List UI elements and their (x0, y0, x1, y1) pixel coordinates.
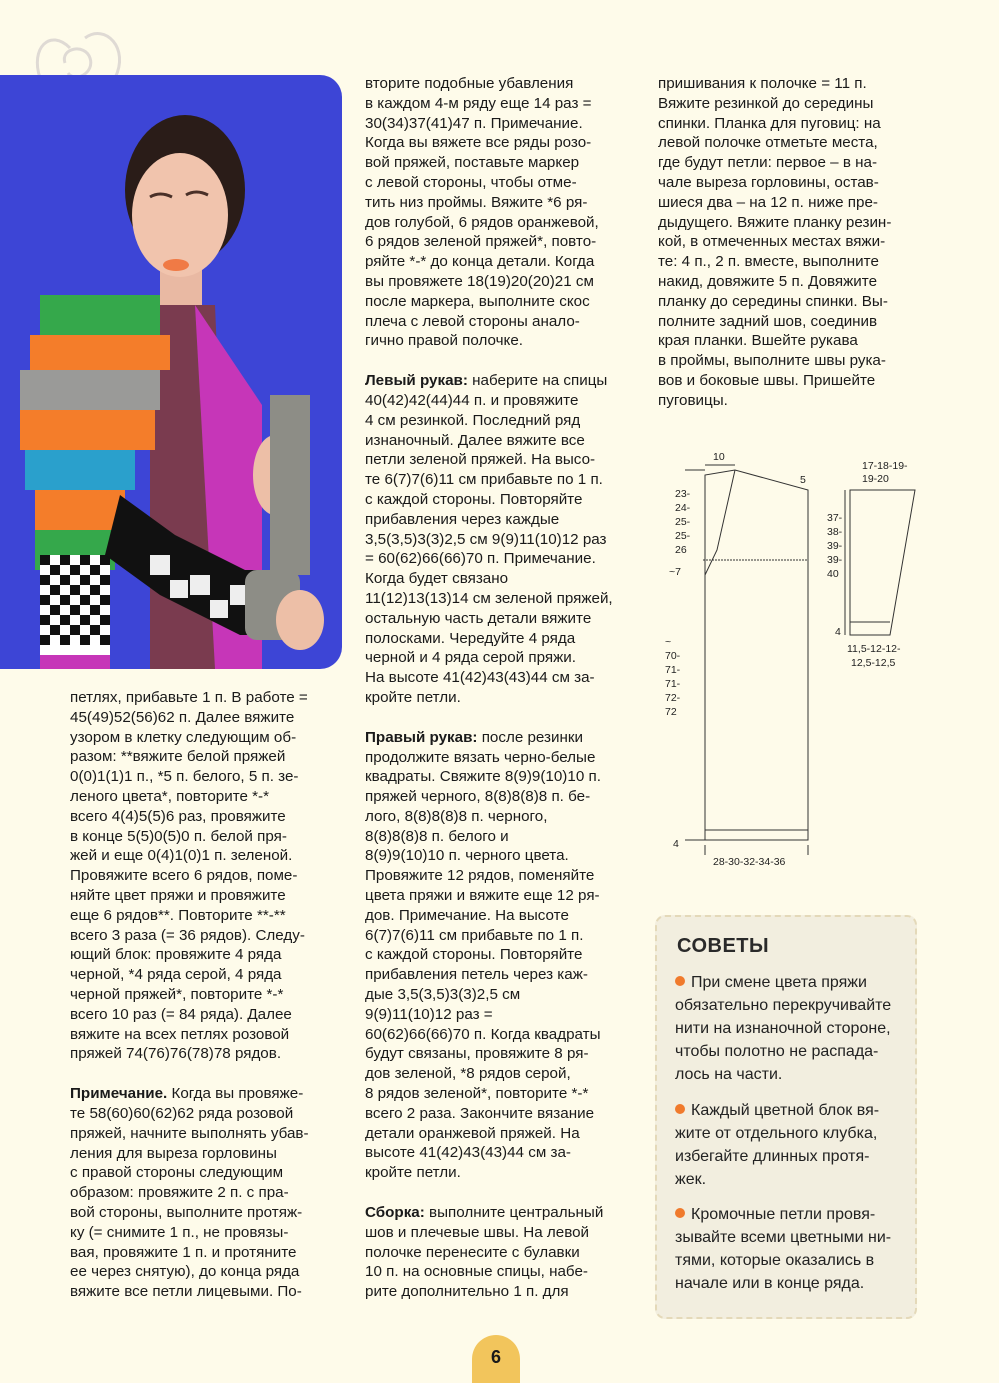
tip-line: начале или в конце ряда. (675, 1275, 865, 1292)
text-line: кройте петли. (365, 688, 461, 706)
text-line: шиеся два – на 12 п. ниже пре- (658, 193, 878, 211)
text-line: дые 3,5(3,5)3(3)2,5 см (365, 986, 521, 1004)
tip-line: Кромочные петли провя- (691, 1206, 876, 1223)
text-line: всего 2 раза. Закончите вязание (365, 1104, 595, 1122)
text-line: черной и 4 ряда серой пряжи. (365, 649, 576, 667)
tips-title: СОВЕТЫ (677, 935, 770, 957)
text-line: дов голубой, 6 рядов оранжевой, (365, 213, 599, 231)
text-line: дыдущего. Вяжите планку резин- (658, 213, 892, 231)
tip-line: избегайте длинных протя- (675, 1148, 870, 1165)
dim-sleeve-rib: 4 (835, 626, 841, 638)
text-line: прибавления петель через каж- (365, 966, 588, 984)
text-line: накид, довяжите 5 п. Довяжите (658, 272, 878, 290)
dim-neck: ~7 (669, 566, 681, 578)
text-line: в каждом 4-м ряду еще 14 раз = (365, 94, 592, 112)
tip-item (675, 1099, 907, 1191)
dim-length: 71- (665, 678, 681, 690)
text-line: изнаночный. Далее вяжите все (365, 431, 585, 449)
text-line: остальную часть детали вяжите (365, 609, 592, 627)
text-line: 30(34)37(41)47 п. Примечание. (365, 114, 583, 132)
text-line: жей и еще 0(4)1(0)1 п. зеленой. (70, 847, 293, 865)
model-illustration (0, 75, 342, 669)
text-line: кройте петли. (365, 1164, 461, 1182)
dim-sleeve-bottom: 12,5-12,5 (851, 657, 896, 669)
text-line: 11(12)13(13)14 см зеленой пряжей, (365, 589, 613, 607)
text-line: всего 4(4)5(5)6 раз, провяжите (70, 807, 286, 825)
text-line: черной пряжей*, повторите *-* (70, 985, 284, 1003)
text-line: На высоте 41(42)43(43)44 см за- (365, 669, 595, 687)
text-line: после маркера, выполните скос (365, 292, 590, 310)
dim-armhole: 26 (675, 544, 687, 556)
text-line: Когда вы провяже- (167, 1085, 304, 1103)
dim-length: 72- (665, 692, 681, 704)
text-line: 6(7)7(6)11 см прибавьте по 1 п. (365, 926, 584, 944)
text-line: с каждой стороны. Повторяйте (365, 946, 583, 964)
text-line: вой стороны, выполните протяж- (70, 1203, 303, 1221)
text-line: дов зеленой, *8 рядов серой, (365, 1065, 571, 1083)
tip-item (675, 971, 907, 1086)
dim-sleeve-length: 37- (827, 512, 843, 524)
tip-line: нити на изнаночной стороне, (675, 1020, 891, 1037)
text-line: края планки. Вшейте рукава (658, 332, 858, 350)
text-line: узором в клетку следующим об- (70, 728, 297, 746)
text-line: вы провяжете 18(19)20(20)21 см (365, 272, 594, 290)
dim-sleeve-length: 39- (827, 540, 843, 552)
text-line: 8(9)9(10)10 п. черного цвета. (365, 847, 569, 865)
bullet-dot-icon (675, 976, 685, 986)
text-line: детали оранжевой пряжей. На (365, 1124, 580, 1142)
text-line: Провяжите 12 рядов, поменяйте (365, 867, 595, 885)
right-sleeve-heading: Правый рукав: (365, 728, 478, 746)
tip-line: обязательно перекручивайте (675, 997, 892, 1014)
text-line: петли зеленой пряжей. На высо- (365, 451, 596, 469)
note-heading: Примечание. (70, 1085, 168, 1103)
assembly-heading: Сборка: (365, 1204, 425, 1222)
text-line: ления для выреза горловины (70, 1144, 277, 1162)
text-line: 40(42)42(44)44 п. и провяжите (365, 391, 579, 409)
text-line: будут связаны, провяжите 8 ря- (365, 1045, 589, 1063)
dim-shoulder: 5 (800, 474, 806, 486)
dim-sleeve-length: 39- (827, 554, 843, 566)
column1-note (70, 1084, 345, 1302)
text-line: с каждой стороны. Повторяйте (365, 490, 583, 508)
text-line: кой, в отмеченных местах вяжи- (658, 233, 886, 251)
text-line: левой полочке отметьте места, (658, 134, 878, 152)
page-number: 6 (472, 1335, 520, 1383)
tip-line: жек. (675, 1171, 707, 1188)
tip-line: чтобы полотно не распада- (675, 1043, 879, 1060)
text-line: разом: **вяжите белой пряжей (70, 748, 286, 766)
text-line: те 58(60)60(62)62 ряда розовой (70, 1104, 294, 1122)
dim-rib: 4 (673, 838, 679, 850)
text-line: пряжей, начните выполнять убав- (70, 1124, 309, 1142)
text-line: 3,5(3,5)3(3)2,5 см 9(9)11(10)12 раз (365, 530, 607, 548)
text-column-3 (658, 74, 928, 411)
text-line: полосками. Чередуйте 4 ряда (365, 629, 576, 647)
text-line: вяжите на всех петлях розовой (70, 1025, 290, 1043)
dim-length: ~ (665, 636, 672, 648)
text-line: продолжите вязать черно-белые (365, 748, 596, 766)
dim-length: 70- (665, 650, 681, 662)
column1-body (70, 688, 345, 1064)
tips-box (655, 915, 917, 1319)
dim-sleeve-bottom: 11,5-12-12- (847, 643, 901, 655)
text-line: планку до середины спинки. Вы- (658, 292, 888, 310)
bullet-dot-icon (675, 1208, 685, 1218)
tip-line: зывайте всеми цветными ни- (675, 1229, 892, 1246)
text-line: после резинки (477, 728, 584, 746)
text-line: пряжей черного, 8(8)8(8)8 п. бе- (365, 788, 591, 806)
text-line: 4 см резинкой. Последний ряд (365, 411, 581, 429)
text-line: рите дополнительно 1 п. для (365, 1283, 569, 1301)
text-line: прибавления через каждые (365, 510, 560, 528)
text-line: пришивания к полочке = 11 п. (658, 75, 867, 92)
text-line: пряжей 74(76)76(78)78 рядов. (70, 1045, 282, 1063)
bullet-dot-icon (675, 1104, 685, 1114)
text-line: пуговицы. (658, 391, 728, 409)
dim-armhole: 24- (675, 502, 691, 514)
dim-sleeve-top: 19-20 (862, 473, 889, 485)
text-line: вой пряжей, поставьте маркер (365, 154, 580, 172)
text-line: в конце 5(5)0(5)0 п. белой пря- (70, 827, 287, 845)
text-line: чале выреза горловины, остав- (658, 173, 879, 191)
tip-line: При смене цвета пряжи (691, 974, 867, 991)
dim-top: 10 (713, 451, 725, 463)
sleeve-outline (850, 490, 915, 635)
tip-item (675, 1203, 907, 1295)
left-sleeve-section (365, 371, 640, 708)
text-line: няйте цвет пряжи и провяжите (70, 886, 286, 904)
text-line: высоте 41(42)43(43)44 см за- (365, 1144, 571, 1162)
text-line: в проймы, выполните швы рука- (658, 352, 886, 370)
text-line: вов и боковые швы. Пришейте (658, 371, 876, 389)
text-line: ее через снятую), до конца ряда (70, 1263, 300, 1281)
model-photo (0, 75, 342, 669)
text-line: те: 4 п., 2 п. вместе, выполните (658, 253, 879, 271)
text-line: 10 п. на основные спицы, набе- (365, 1263, 588, 1281)
text-line: с правой стороны следующим (70, 1164, 284, 1182)
text-line: вая, провяжите 1 п. и протяните (70, 1243, 297, 1261)
text-line: образом: провяжите 2 п. с пра- (70, 1184, 289, 1202)
text-line: всего 10 раз (= 84 ряда). Далее (70, 1005, 292, 1023)
text-line: тить низ проймы. Вяжите *6 ря- (365, 193, 588, 211)
text-line: выполните центральный (424, 1204, 604, 1222)
text-line: спинки. Планка для пуговиц: на (658, 114, 881, 132)
text-line: полочке перенесите с булавки (365, 1243, 580, 1261)
text-line: те 6(7)7(6)11 см прибавьте по 1 п. (365, 471, 603, 489)
text-line: 9(9)11(10)12 раз = (365, 1005, 493, 1023)
dim-sleeve-top: 17-18-19- (862, 460, 908, 472)
text-line: петлях, прибавьте 1 п. В работе = (70, 689, 308, 706)
text-line: = 60(62)66(66)70 п. Примечание. (365, 550, 596, 568)
text-line: вторите подобные убавления (365, 75, 574, 92)
text-line: всего 3 раза (= 36 рядов). Следу- (70, 926, 305, 944)
text-line: дов. Примечание. На высоте (365, 906, 569, 924)
text-line: 8 рядов зеленой*, повторите *-* (365, 1085, 589, 1103)
text-line: наберите на спицы (467, 372, 608, 390)
dim-width: 28-30-32-34-36 (713, 856, 786, 868)
dim-sleeve-length: 38- (827, 526, 843, 538)
text-line: с левой стороны, чтобы отме- (365, 173, 577, 191)
text-line: Когда вы вяжете все ряды розо- (365, 134, 592, 152)
text-line: лого, 8(8)8(8)8 п. черного, (365, 807, 548, 825)
body-outline (705, 470, 808, 840)
column2-top (365, 74, 640, 351)
dim-armhole: 25- (675, 530, 691, 542)
dim-length: 72 (665, 706, 677, 718)
text-line: вяжите все петли лицевыми. По- (70, 1283, 302, 1301)
text-line: ку (= снимите 1 п., не провязы- (70, 1223, 289, 1241)
text-line: плеча с левой стороны анало- (365, 312, 580, 330)
text-line: 45(49)52(56)62 п. Далее вяжите (70, 708, 295, 726)
tip-line: лось на части. (675, 1066, 783, 1083)
text-line: гично правой полочке. (365, 332, 524, 350)
text-line: ющий блок: провяжите 4 ряда (70, 946, 282, 964)
text-column-2 (365, 74, 640, 1302)
text-line: 8(8)8(8)8 п. белого и (365, 827, 509, 845)
tip-line: жите от отдельного клубка, (675, 1125, 878, 1142)
assembly-section (365, 1203, 640, 1302)
text-line: еще 6 рядов**. Повторите **-** (70, 906, 286, 924)
text-line: где будут петли: первое – в на- (658, 154, 878, 172)
dim-armhole: 23- (675, 488, 691, 500)
text-line: черной, *4 ряда серой, 4 ряда (70, 966, 282, 984)
tip-line: Каждый цветной блок вя- (691, 1102, 880, 1119)
dim-armhole: 25- (675, 516, 691, 528)
dim-sleeve-length: 40 (827, 568, 839, 580)
text-line: цвета пряжи и вяжите еще 12 ря- (365, 887, 600, 905)
text-line: 6 рядов зеленой пряжей*, повто- (365, 233, 597, 251)
text-line: ряйте *-* до конца детали. Когда (365, 253, 595, 271)
text-line: полните задний шов, соединив (658, 312, 878, 330)
pattern-schematic (655, 445, 945, 885)
text-line: шов и плечевые швы. На левой (365, 1223, 590, 1241)
text-line: квадраты. Свяжите 8(9)9(10)10 п. (365, 768, 601, 786)
text-line: 60(62)66(66)70 п. Когда квадраты (365, 1025, 601, 1043)
text-line: Провяжите всего 6 рядов, поме- (70, 867, 298, 885)
text-line: Вяжите резинкой до середины (658, 94, 874, 112)
right-sleeve-section (365, 728, 640, 1183)
dim-length: 71- (665, 664, 681, 676)
text-column-1 (70, 688, 345, 1302)
checker-pattern (40, 555, 110, 655)
text-line: Когда будет связано (365, 570, 509, 588)
tip-line: тями, которые оказались в (675, 1252, 875, 1269)
text-line: 0(0)1(1)1 п., *5 п. белого, 5 п. зе- (70, 768, 299, 786)
text-line: леного цвета*, повторите *-* (70, 787, 270, 805)
left-sleeve-heading: Левый рукав: (365, 372, 468, 390)
